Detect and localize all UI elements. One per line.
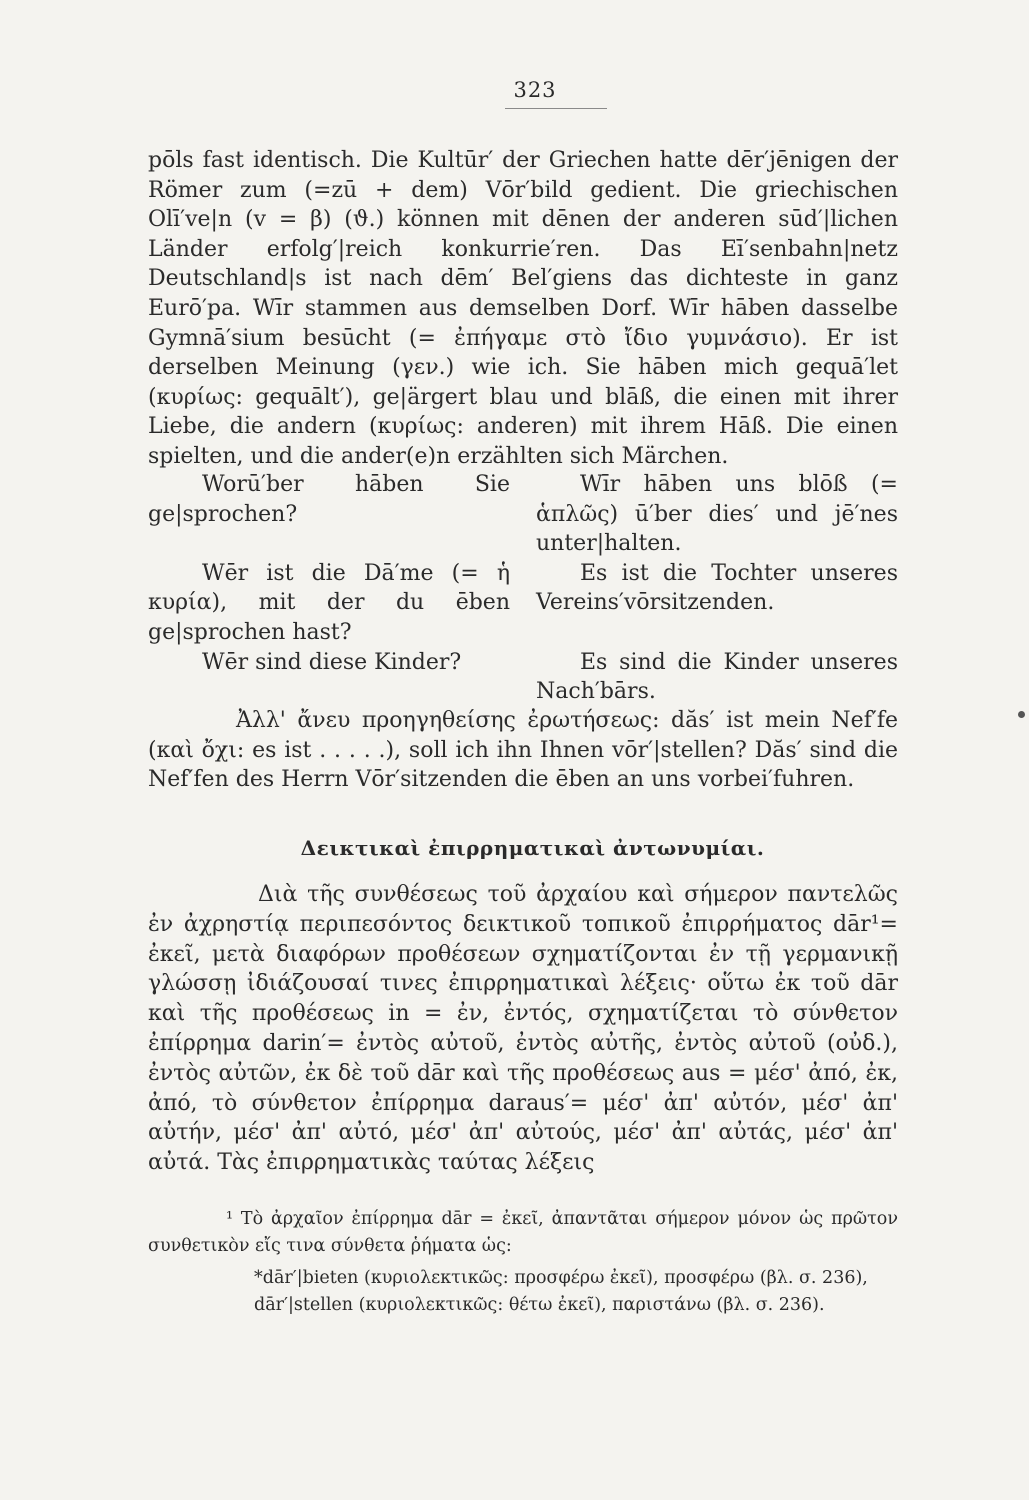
section-body: Διὰ τῆς συνθέσεως τοῦ ἀρχαίου καὶ σήμερον παντελῶς ἐν ἀχρηστίᾳ περιπεσόντος δεικτικοῦ τοπικοῦ ἐπιρρήματος dār¹= ἐκεῖ, μετὰ διαφόρων προθέσεων σχηματίζονται ἐν τῇ γερμανικῇ γλώσσῃ ἰδιάζουσαί τινες ἐπιρρηματικαὶ λέξεις· οὕτω ἐκ τοῦ dār καὶ τῆς προθέσεως in = ἐν, ἐντός, σχηματίζεται τὸ σύνθετον ἐπίρρημα darin′= ἐντὸς αὐτοῦ, ἐντὸς αὐτῆς, ἐντὸς αὐτοῦ (οὐδ.), ἐντὸς αὐτῶν, ἐκ δὲ τοῦ dār καὶ τῆς προθέσεως aus = μέσ' ἀπό, ἐκ, ἀπό, τὸ σύνθετον ἐπίρρημα daraus′= μέσ' ἀπ' αὐτόν, μέσ' ἀπ' αὐτήν, μέσ' ἀπ' αὐτό, μέσ' ἀπ' αὐτούς, μέσ' ἀπ' αὐτάς, μέσ' ἀπ' αὐτά. Τὰς ἐπιρρηματικὰς ταύτας λέξεις — [148, 882, 898, 1176]
intro-paragraph: pōls fast identisch. Die Kultūr′ der Griechen hatte dēr′jēnigen der Römer zum (=zū + dem) Vōr′bild gedient. Die griechischen Olī′ve|n (v = β) (ϑ.) können mit dēnen der anderen sūd′|lichen Länder erfolg′|reich konkurrie′ren. Das Eī′senbahn|netz Deutschland|s ist nach dēm′ Bel′giens das dichteste in ganz Eurō′pa. Wīr stammen aus demselben Dorf. Wīr hāben dasselbe Gymnā′sium besūcht (= ἐπήγαμε στὸ ἴδιο γυμνάσιο). Er ist derselben Meinung (γεν.) wie ich. Sie hāben mich gequā′let (κυρίως: gequālt′), ge|ärgert blau und blāß, die einen mit ihrer Liebe, die andern (κυρίως: anderen) mit ihrem Hāß. Die einen spielten, und die ander(e)n erzählten sich Märchen. — [148, 148, 898, 469]
dialogue-question: Worū′ber hāben Sie ge|sprochen? — [148, 472, 510, 527]
dialogue-answer: Es sind die Kinder unseres Nach′bārs. — [536, 649, 898, 705]
footnote-1: ¹ Τὸ ἀρχαῖον ἐπίρρημα dār = ἐκεῖ, ἀπαντᾶται σήμερον μόνον ὡς πρῶτον συνθετικὸν εἴς τινα σύνθετα ῥήματα ὡς: — [148, 1209, 898, 1256]
footnote-example-darbieten: *dār′|bieten (κυριολεκτικῶς: προσφέρω ἐκεῖ), προσφέρω (βλ. σ. 236), — [254, 1268, 868, 1288]
page-number: 323 — [513, 78, 557, 102]
section-heading: Δεικτικαὶ ἐπιρρηματικαὶ ἀντωνυμίαι. — [300, 836, 765, 860]
footnote-example-darstellen: dār′|stellen (κυριολεκτικῶς: θέτω ἐκεῖ), παριστάνω (βλ. σ. 236). — [254, 1295, 825, 1315]
dialogue-row — [148, 648, 898, 707]
dialogue-row — [148, 470, 898, 559]
dialogue-answer: Es ist die Tochter unseres Vereins′vōrsitzenden. — [536, 560, 898, 616]
dialogue-question: Wēr sind diese Kinder? — [202, 649, 462, 675]
dialogue-answer: Wīr hāben uns blōß (= ἁπλῶς) ū′ber dies′ und jē′nes unter|halten. — [536, 472, 898, 557]
dialogue-table — [148, 470, 898, 707]
dialogue-question: Wēr ist die Dā′me (= ἡ κυρία), mit der du ēben ge|sprochen hast? — [148, 560, 510, 645]
margin-ink-dot — [1018, 711, 1025, 718]
page-number-rule — [505, 108, 607, 109]
outro-paragraph: Ἀλλ' ἄνευ προηγηθείσης ἐρωτήσεως: dăs′ ist mein Nef′fe (καὶ ὄχι: es ist . . . . .), soll ich ihn Ihnen vōr′|stellen? Dăs′ sind die Nef′fen des Herrn Vōr′sitzenden die ēben an uns vorbei′fuhren. — [148, 708, 898, 793]
dialogue-row — [148, 559, 898, 648]
